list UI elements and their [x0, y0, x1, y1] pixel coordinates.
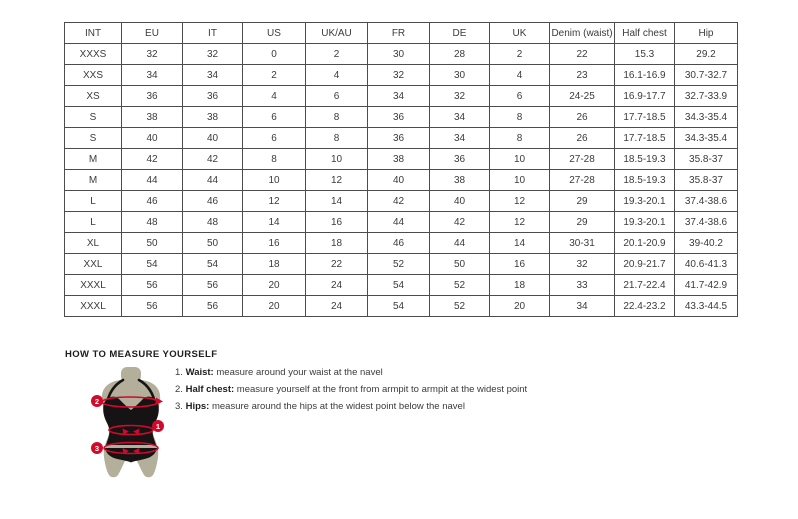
size-chart [64, 22, 737, 317]
size-value-cell: 16.9-17.7 [615, 86, 675, 107]
size-value-cell: 16 [306, 212, 368, 233]
size-value-cell: 0 [243, 44, 306, 65]
size-value-cell: 10 [306, 149, 368, 170]
size-value-cell: 38 [430, 170, 490, 191]
size-value-cell: 8 [490, 128, 550, 149]
size-value-cell: 36 [368, 107, 430, 128]
size-value-cell: 22.4-23.2 [615, 296, 675, 317]
size-value-cell: 32 [550, 254, 615, 275]
measure-step [175, 364, 527, 381]
size-label-cell: S [65, 107, 122, 128]
size-value-cell: 24 [306, 275, 368, 296]
size-value-cell: 40 [368, 170, 430, 191]
size-value-cell: 56 [183, 296, 243, 317]
size-value-cell: 10 [243, 170, 306, 191]
step-text: measure around the hips at the widest point below the navel [211, 401, 465, 412]
table-row [65, 65, 738, 86]
size-value-cell: 16 [243, 233, 306, 254]
size-value-cell: 29.2 [675, 44, 738, 65]
size-value-cell: 8 [490, 107, 550, 128]
table-row [65, 86, 738, 107]
size-value-cell: 35.8-37 [675, 170, 738, 191]
size-value-cell: 26 [550, 128, 615, 149]
size-value-cell: 16.1-16.9 [615, 65, 675, 86]
size-value-cell: 14 [490, 233, 550, 254]
size-value-cell: 19.3-20.1 [615, 191, 675, 212]
measurement-figure [74, 367, 189, 502]
size-label-cell: L [65, 212, 122, 233]
size-table [64, 22, 738, 317]
size-value-cell: 52 [430, 296, 490, 317]
size-value-cell: 44 [183, 170, 243, 191]
size-value-cell: 14 [243, 212, 306, 233]
size-value-cell: 46 [368, 233, 430, 254]
size-value-cell: 32 [122, 44, 183, 65]
measure-step [175, 398, 527, 415]
size-value-cell: 20 [490, 296, 550, 317]
size-value-cell: 40 [122, 128, 183, 149]
step-number: 1. [175, 367, 183, 378]
column-header: Denim (waist) [550, 23, 615, 44]
size-value-cell: 44 [368, 212, 430, 233]
size-value-cell: 37.4-38.6 [675, 212, 738, 233]
svg-text:2: 2 [94, 396, 100, 406]
size-value-cell: 40.6-41.3 [675, 254, 738, 275]
size-value-cell: 18 [490, 275, 550, 296]
size-value-cell: 27-28 [550, 170, 615, 191]
size-value-cell: 16 [490, 254, 550, 275]
size-value-cell: 26 [550, 107, 615, 128]
size-value-cell: 15.3 [615, 44, 675, 65]
step-label: Half chest: [185, 384, 235, 395]
badge-hips [91, 442, 103, 454]
size-value-cell: 56 [122, 275, 183, 296]
size-value-cell: 2 [243, 65, 306, 86]
size-value-cell: 33 [550, 275, 615, 296]
size-value-cell: 6 [243, 107, 306, 128]
column-header: INT [65, 23, 122, 44]
size-value-cell: 34.3-35.4 [675, 107, 738, 128]
svg-text:3: 3 [94, 443, 100, 453]
table-row [65, 128, 738, 149]
size-value-cell: 30.7-32.7 [675, 65, 738, 86]
size-label-cell: XXS [65, 65, 122, 86]
mannequin-illustration [74, 367, 189, 502]
size-label-cell: XS [65, 86, 122, 107]
size-value-cell: 4 [490, 65, 550, 86]
size-value-cell: 54 [122, 254, 183, 275]
size-value-cell: 43.3-44.5 [675, 296, 738, 317]
size-value-cell: 54 [183, 254, 243, 275]
size-value-cell: 42 [122, 149, 183, 170]
size-value-cell: 12 [490, 212, 550, 233]
size-label-cell: XL [65, 233, 122, 254]
size-value-cell: 10 [490, 170, 550, 191]
size-value-cell: 54 [368, 275, 430, 296]
size-value-cell: 42 [430, 212, 490, 233]
size-value-cell: 20 [243, 296, 306, 317]
size-value-cell: 12 [243, 191, 306, 212]
column-header: Half chest [615, 23, 675, 44]
size-label-cell: M [65, 170, 122, 191]
size-value-cell: 8 [306, 107, 368, 128]
size-value-cell: 17.7-18.5 [615, 128, 675, 149]
size-value-cell: 18.5-19.3 [615, 170, 675, 191]
size-value-cell: 42 [183, 149, 243, 170]
size-value-cell: 36 [430, 149, 490, 170]
size-value-cell: 22 [550, 44, 615, 65]
column-header: FR [368, 23, 430, 44]
size-value-cell: 34 [430, 107, 490, 128]
step-text: measure yourself at the front from armpit to armpit at the widest point [236, 384, 528, 395]
table-row [65, 191, 738, 212]
column-header: IT [183, 23, 243, 44]
column-header: UK [490, 23, 550, 44]
size-table-body [65, 44, 738, 317]
size-value-cell: 19.3-20.1 [615, 212, 675, 233]
table-row [65, 296, 738, 317]
size-value-cell: 35.8-37 [675, 149, 738, 170]
size-value-cell: 6 [243, 128, 306, 149]
size-value-cell: 56 [122, 296, 183, 317]
size-value-cell: 44 [430, 233, 490, 254]
size-value-cell: 34 [368, 86, 430, 107]
table-row [65, 149, 738, 170]
size-value-cell: 18.5-19.3 [615, 149, 675, 170]
step-number: 3. [175, 401, 183, 412]
column-header: US [243, 23, 306, 44]
size-value-cell: 24-25 [550, 86, 615, 107]
size-value-cell: 8 [243, 149, 306, 170]
size-value-cell: 48 [122, 212, 183, 233]
size-value-cell: 36 [183, 86, 243, 107]
size-value-cell: 12 [490, 191, 550, 212]
size-value-cell: 2 [306, 44, 368, 65]
column-header: UK/AU [306, 23, 368, 44]
size-value-cell: 50 [183, 233, 243, 254]
size-value-cell: 17.7-18.5 [615, 107, 675, 128]
measure-steps [175, 364, 527, 415]
table-row [65, 254, 738, 275]
size-value-cell: 32 [183, 44, 243, 65]
measure-section-title: HOW TO MEASURE YOURSELF [65, 349, 218, 360]
size-value-cell: 20.9-21.7 [615, 254, 675, 275]
size-value-cell: 4 [306, 65, 368, 86]
table-row [65, 233, 738, 254]
size-value-cell: 30-31 [550, 233, 615, 254]
size-value-cell: 40 [430, 191, 490, 212]
column-header: DE [430, 23, 490, 44]
size-value-cell: 48 [183, 212, 243, 233]
svg-text:1: 1 [155, 421, 161, 431]
size-label-cell: S [65, 128, 122, 149]
size-value-cell: 44 [122, 170, 183, 191]
column-header: Hip [675, 23, 738, 44]
step-text: measure around your waist at the navel [216, 367, 383, 378]
size-value-cell: 40 [183, 128, 243, 149]
size-label-cell: L [65, 191, 122, 212]
size-value-cell: 46 [183, 191, 243, 212]
size-value-cell: 20.1-20.9 [615, 233, 675, 254]
size-value-cell: 23 [550, 65, 615, 86]
size-value-cell: 10 [490, 149, 550, 170]
size-value-cell: 2 [490, 44, 550, 65]
size-label-cell: XXXS [65, 44, 122, 65]
size-table-header-row [65, 23, 738, 44]
size-value-cell: 14 [306, 191, 368, 212]
size-value-cell: 6 [490, 86, 550, 107]
size-value-cell: 52 [368, 254, 430, 275]
badge-waist [152, 420, 164, 432]
size-value-cell: 50 [430, 254, 490, 275]
table-row [65, 212, 738, 233]
size-value-cell: 32.7-33.9 [675, 86, 738, 107]
size-label-cell: XXXL [65, 275, 122, 296]
size-value-cell: 4 [243, 86, 306, 107]
step-label: Hips: [185, 401, 210, 412]
table-row [65, 107, 738, 128]
size-value-cell: 38 [122, 107, 183, 128]
size-value-cell: 8 [306, 128, 368, 149]
size-value-cell: 30 [368, 44, 430, 65]
size-label-cell: M [65, 149, 122, 170]
size-value-cell: 37.4-38.6 [675, 191, 738, 212]
size-value-cell: 21.7-22.4 [615, 275, 675, 296]
measure-step [175, 381, 527, 398]
size-value-cell: 36 [368, 128, 430, 149]
size-value-cell: 34 [122, 65, 183, 86]
size-value-cell: 29 [550, 191, 615, 212]
table-row [65, 44, 738, 65]
size-value-cell: 39-40.2 [675, 233, 738, 254]
badge-half-chest [91, 395, 103, 407]
table-row [65, 275, 738, 296]
size-value-cell: 27-28 [550, 149, 615, 170]
size-value-cell: 6 [306, 86, 368, 107]
size-label-cell: XXL [65, 254, 122, 275]
size-value-cell: 32 [430, 86, 490, 107]
size-value-cell: 54 [368, 296, 430, 317]
size-value-cell: 46 [122, 191, 183, 212]
size-value-cell: 52 [430, 275, 490, 296]
size-value-cell: 18 [306, 233, 368, 254]
size-value-cell: 30 [430, 65, 490, 86]
step-label: Waist: [185, 367, 214, 378]
size-value-cell: 34 [183, 65, 243, 86]
size-value-cell: 34 [550, 296, 615, 317]
size-value-cell: 34.3-35.4 [675, 128, 738, 149]
table-row [65, 170, 738, 191]
size-value-cell: 22 [306, 254, 368, 275]
size-value-cell: 29 [550, 212, 615, 233]
step-number: 2. [175, 384, 183, 395]
size-value-cell: 24 [306, 296, 368, 317]
size-value-cell: 42 [368, 191, 430, 212]
size-value-cell: 38 [183, 107, 243, 128]
size-value-cell: 50 [122, 233, 183, 254]
size-value-cell: 28 [430, 44, 490, 65]
size-value-cell: 56 [183, 275, 243, 296]
size-value-cell: 41.7-42.9 [675, 275, 738, 296]
size-value-cell: 36 [122, 86, 183, 107]
size-value-cell: 18 [243, 254, 306, 275]
size-value-cell: 32 [368, 65, 430, 86]
size-label-cell: XXXL [65, 296, 122, 317]
size-value-cell: 38 [368, 149, 430, 170]
size-value-cell: 34 [430, 128, 490, 149]
size-value-cell: 20 [243, 275, 306, 296]
size-value-cell: 12 [306, 170, 368, 191]
column-header: EU [122, 23, 183, 44]
